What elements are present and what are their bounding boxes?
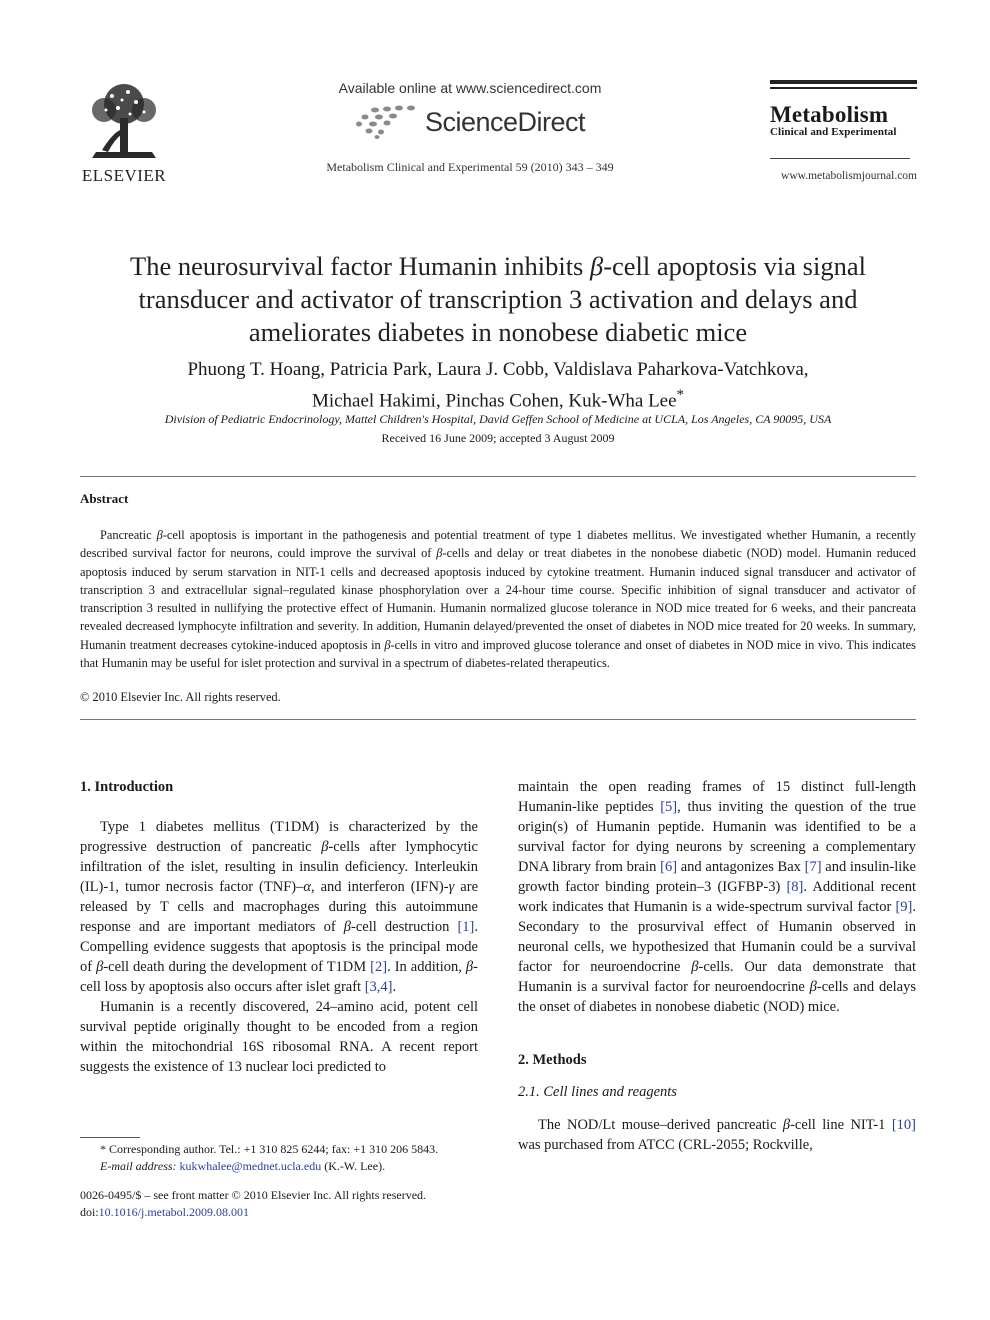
footnote-rule bbox=[80, 1137, 140, 1138]
email-link[interactable]: kukwhalee@mednet.ucla.edu bbox=[179, 1158, 322, 1173]
greek-symbol: β bbox=[384, 637, 391, 652]
body-text: was purchased from ATCC (CRL-2055; Rockville, bbox=[518, 1137, 813, 1153]
available-online-text: Available online at www.sciencedirect.com bbox=[338, 80, 602, 96]
issn-line: 0026-0495/$ – see front matter © 2010 Elsevier Inc. All rights reserved. bbox=[80, 1188, 427, 1202]
citation-link[interactable]: [1] bbox=[457, 919, 475, 935]
journal-masthead bbox=[770, 80, 917, 182]
authors-line: Michael Hakimi, Pinchas Cohen, Kuk-Wha Lee bbox=[311, 389, 677, 411]
body-text: , thus inviting the question of the true origin(s) of Humanin peptide. Humanin was identified to be a survival factor for dying neurons by screening a complementary DNA library from brain bbox=[518, 799, 916, 875]
sciencedirect-wordmark: ScienceDirect bbox=[424, 106, 586, 137]
journal-subtitle: Clinical and Experimental bbox=[770, 125, 897, 138]
body-text: . bbox=[392, 979, 397, 995]
greek-symbol: β bbox=[156, 528, 163, 542]
citation-link[interactable]: [7] bbox=[804, 859, 822, 875]
elsevier-wordmark: ELSEVIER bbox=[81, 166, 167, 185]
citation-link[interactable]: [3,4] bbox=[364, 979, 393, 995]
front-matter bbox=[80, 1187, 478, 1220]
section-heading-introduction: 1. Introduction bbox=[80, 779, 174, 795]
masthead-divider bbox=[770, 158, 910, 159]
elsevier-logo bbox=[78, 80, 170, 186]
sciencedirect-dots-icon bbox=[355, 105, 417, 139]
greek-symbol: β bbox=[321, 839, 329, 855]
email-suffix: (K.-W. Lee). bbox=[321, 1158, 386, 1173]
body-text: . Compelling evidence suggests that apoptosis is the principal mode of bbox=[80, 919, 479, 975]
title-beta: β bbox=[590, 251, 604, 281]
abstract-body bbox=[80, 526, 916, 672]
body-text: Type 1 diabetes mellitus (T1DM) is characterized by the progressive destruction of pancreatic bbox=[80, 819, 478, 855]
body-text: -cells. Our data demonstrate that Humanin is a survival factor for neuroendocrine bbox=[518, 959, 916, 995]
greek-symbol: β bbox=[96, 959, 104, 975]
greek-symbol: γ bbox=[448, 879, 455, 895]
email-label: E-mail address: bbox=[100, 1158, 177, 1173]
body-text: -cells after lymphocytic infiltration of the islet, resulting in insulin deficiency. Interleukin (IL)-1, tumor necrosis factor (TNF)– bbox=[80, 839, 478, 895]
body-text: -cells and delays the onset of diabetes in nonobese diabetic (NOD) mice. bbox=[518, 979, 916, 1015]
section-heading-methods: 2. Methods bbox=[518, 1052, 587, 1068]
citation-link[interactable]: [8] bbox=[786, 879, 804, 895]
body-text: The NOD/Lt mouse–derived pancreatic bbox=[538, 1117, 783, 1133]
subsection-heading-cell-lines: 2.1. Cell lines and reagents bbox=[518, 1084, 677, 1100]
body-text: , and interferon (IFN)- bbox=[310, 879, 449, 895]
corresponding-author-mark[interactable]: * bbox=[676, 386, 685, 403]
body-text: . In addition, bbox=[387, 959, 466, 975]
citation-link[interactable]: [2] bbox=[370, 959, 388, 975]
article-title bbox=[80, 250, 916, 349]
header-center bbox=[300, 80, 640, 175]
body-text: . Additional recent work indicates that Humanin is a wide-spectrum survival factor bbox=[518, 879, 916, 915]
right-column bbox=[518, 777, 916, 1155]
body-text: . Secondary to the prosurvival effect of Humanin observed in neuronal cells, we hypothesized that Humanin could be a survival factor for neuroendocrine bbox=[518, 899, 916, 975]
abstract-copyright: © 2010 Elsevier Inc. All rights reserved. bbox=[80, 690, 281, 704]
greek-symbol: β bbox=[436, 546, 443, 561]
masthead-rule bbox=[770, 80, 917, 84]
greek-symbol: β bbox=[465, 959, 474, 975]
intro-paragraph-2-continued bbox=[518, 777, 916, 1017]
divider bbox=[80, 719, 916, 720]
divider bbox=[80, 476, 916, 477]
body-text: and insulin-like growth factor binding protein–3 (IGFBP-3) bbox=[518, 859, 916, 895]
footnote bbox=[80, 1141, 478, 1174]
body-text: and antagonizes Bax bbox=[677, 859, 805, 875]
title-part: -cell apoptosis via signal transducer and activator of transcription 3 activation and delays and ameliorates diabetes in nonobese diabetic mice bbox=[138, 251, 866, 347]
left-column bbox=[80, 777, 478, 1077]
abstract-text: Pancreatic bbox=[100, 528, 157, 542]
methods-paragraph-1 bbox=[518, 1115, 916, 1155]
doi-label: doi: bbox=[80, 1204, 99, 1219]
body-text: -cell loss by apoptosis also occurs after islet graft bbox=[80, 959, 478, 995]
journal-citation: Metabolism Clinical and Experimental 59 (2010) 343 – 349 bbox=[326, 160, 614, 174]
sciencedirect-logo[interactable] bbox=[300, 102, 640, 142]
abstract-text: -cells in vitro and improved glucose tolerance and onset of diabetes in NOD mice in vivo. This indicates that Humanin may be useful for islet protection and survival in a spectrum of diabetes-related therapeutics. bbox=[80, 637, 916, 671]
journal-name: Metabolism bbox=[770, 101, 889, 127]
masthead-rule-thin bbox=[770, 87, 917, 89]
citation-link[interactable]: [5] bbox=[660, 799, 678, 815]
greek-symbol: β bbox=[343, 919, 352, 935]
body-text: maintain the open reading frames of 15 distinct full-length Humanin-like peptides bbox=[518, 779, 916, 815]
greek-symbol: β bbox=[809, 979, 817, 995]
affiliation: Division of Pediatric Endocrinology, Mattel Children's Hospital, David Geffen School of Medicine at UCLA, Los Angeles, CA 90095, USA bbox=[164, 412, 832, 426]
journal-url[interactable]: www.metabolismjournal.com bbox=[781, 169, 917, 182]
abstract-text: -cell apoptosis is important in the pathogenesis and potential treatment of type 1 diabetes mellitus. We investigated whether Humanin, a recently described survival factor for neurons, could improve the survival of bbox=[80, 528, 916, 561]
doi-link[interactable]: 10.1016/j.metabol.2009.08.001 bbox=[98, 1204, 249, 1219]
intro-paragraph-2: Humanin is a recently discovered, 24–amino acid, potent cell survival peptide originally thought to be encoded from a region within the mitochondrial 16S ribosomal RNA. A recent report suggests the existence of 13 nuclear loci predicted to bbox=[80, 999, 478, 1075]
elsevier-tree-icon bbox=[82, 80, 166, 164]
abstract-heading: Abstract bbox=[80, 491, 129, 506]
citation-link[interactable]: [9] bbox=[895, 899, 913, 915]
authors-line: Phuong T. Hoang, Patricia Park, Laura J. Cobb, Valdislava Paharkova-Vatchkova, bbox=[187, 359, 809, 380]
body-text: are released by T cells and macrophages during this autoimmune response and are important mediators of bbox=[80, 879, 479, 935]
body-text: -cell line NIT-1 bbox=[790, 1117, 892, 1133]
corresponding-author-note: * Corresponding author. Tel.: +1 310 825 6244; fax: +1 310 206 5843. bbox=[100, 1142, 439, 1156]
greek-symbol: α bbox=[303, 879, 311, 895]
title-part: The neurosurvival factor Humanin inhibits bbox=[130, 251, 590, 281]
intro-paragraph-1 bbox=[80, 817, 478, 997]
greek-symbol: β bbox=[782, 1117, 791, 1133]
abstract-text: -cells and delay or treat diabetes in the nonobese diabetic (NOD) model. Humanin reduced apoptosis induced by serum starvation in NIT-1 cells and decreased apoptosis induced by cytokine treatment. Humanin induced signal transducer and activator of transcription 3 and extracellular signal–regulated kinase phosphorylation over a 24-hour time course. Specific inhibition of signal transducer and activator of transcription 3 resulted in nullifying the protective effect of Humanin. Humanin normalized glucose tolerance in NOD mice treated for 6 weeks, and their pancreata revealed decreased lymphocyte infiltration and severity. In addition, Humanin delayed/prevented the onset of diabetes in NOD mice treated for 20 weeks. In summary, Humanin treatment decreases cytokine-induced apoptosis in bbox=[80, 546, 916, 652]
body-text: -cell destruction bbox=[351, 919, 458, 935]
author-list bbox=[80, 358, 916, 413]
body-text: -cell death during the development of T1DM bbox=[103, 959, 371, 975]
citation-link[interactable]: [6] bbox=[660, 859, 678, 875]
citation-link[interactable]: [10] bbox=[891, 1117, 916, 1133]
greek-symbol: β bbox=[691, 959, 699, 975]
received-dates: Received 16 June 2009; accepted 3 August 2009 bbox=[381, 431, 615, 445]
